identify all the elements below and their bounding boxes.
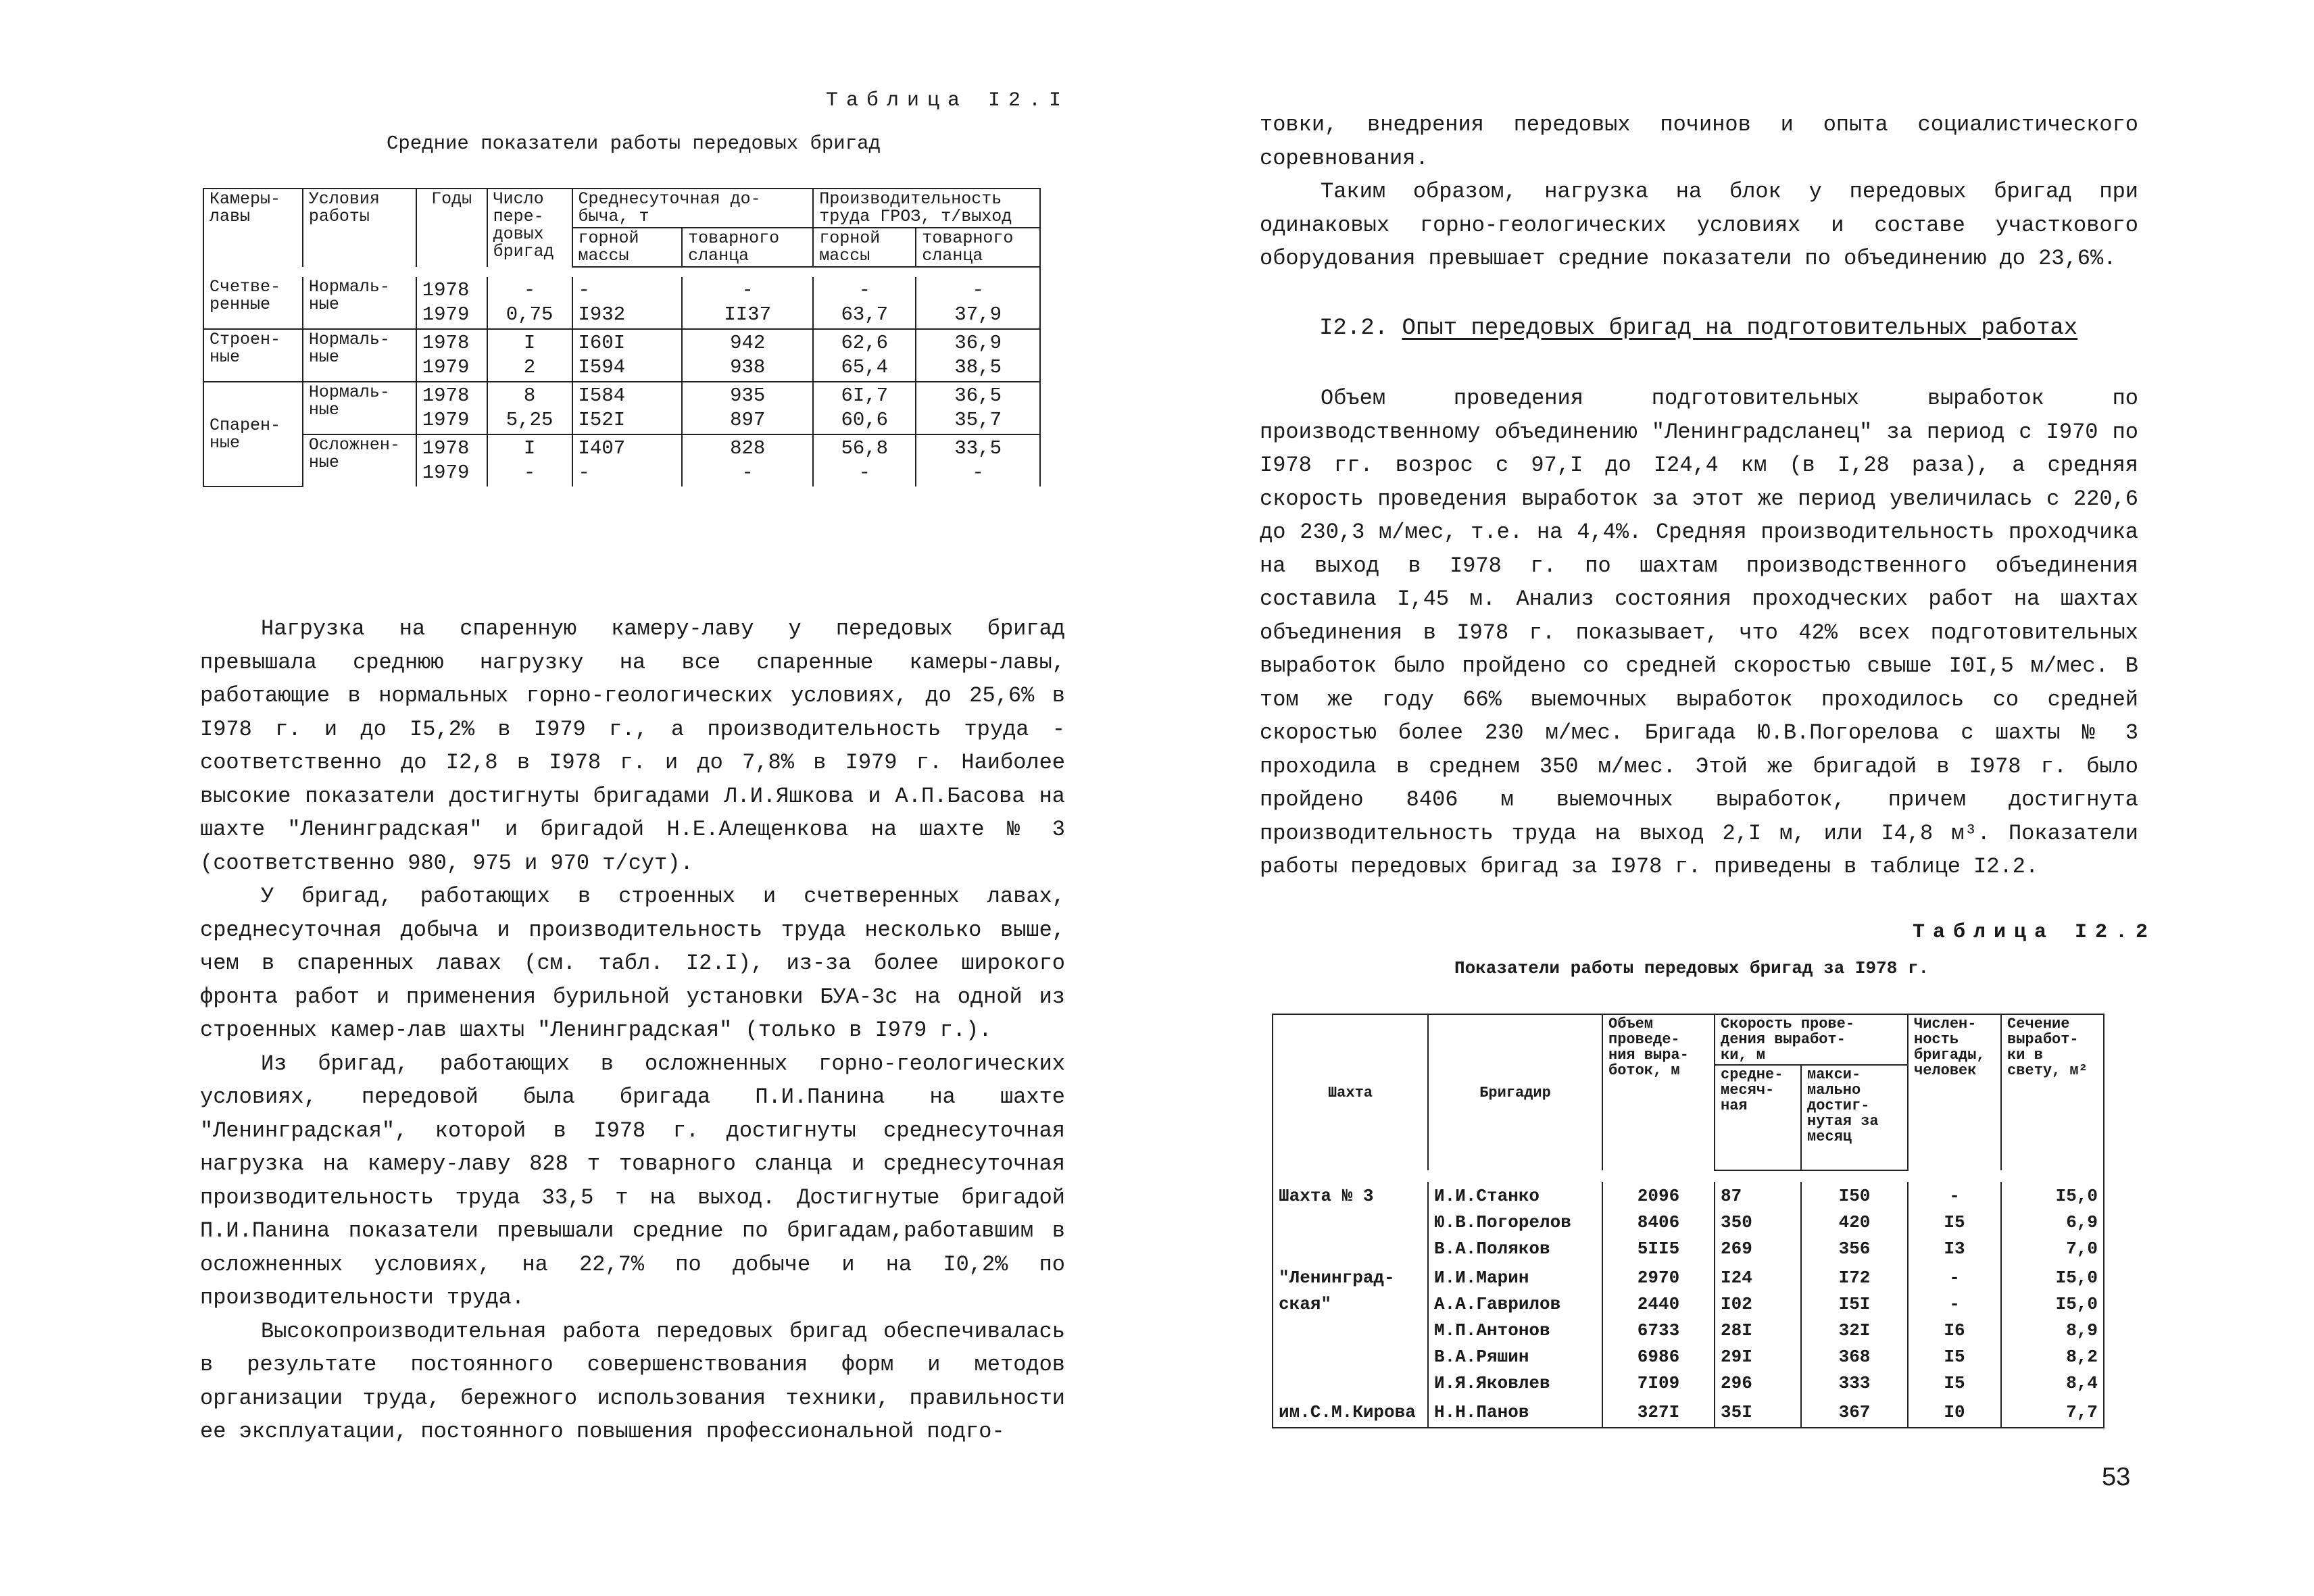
cell-avg: 35I [1715,1398,1801,1428]
th-mine: Шахта [1273,1014,1428,1170]
section-title: Опыт передовых бригад на подготовительных работах [1402,316,2078,341]
th-speed: Скорость прове- дения выработ- ки, м [1715,1014,1908,1065]
cell-crew: I0 [1908,1398,2001,1428]
th-years: Годы [416,189,487,267]
table-row [1273,1182,2104,1264]
cell-type: Счетве- ренные [203,277,303,329]
cell-avg: I24 I02 28I 29I 296 [1715,1264,1801,1398]
cell-conditions: Осложнен- ные [303,434,416,487]
th-section: Сечение выработ- ки в свету, м² [2001,1014,2104,1170]
cell-conditions: Нормаль- ные [303,277,416,329]
table-12-2-caption: Таблица I2.2 [1913,921,2157,944]
cell-brigades: I - [487,434,572,487]
table-12-1-title: Средние показатели работы передовых бригад [387,132,881,155]
cell-out-shale: - II37 [682,277,813,329]
cell-brigades: I 2 [487,329,572,382]
cell-out-shale: 828 - [682,434,813,487]
section-number: I2.2. [1319,316,1389,341]
th-brigades: Число пере- довых бригад [487,189,572,267]
paragraph: У бригад, работающих в строенных и счетверенных лавах, среднесуточная добыча и производительность труда несколько выше, чем в спаренных лавах (см. табл. I2.I), из-за более широкого фронта работ и применения бурильной установки БУА-3с на одной из строенных камер-лав шахты "Ленинградская" (только в I979 г.). [200,884,1065,1043]
table-row [1273,1264,2104,1398]
cell-years: 1978 1979 [416,329,487,382]
cell-crew: - I5 I3 [1908,1182,2001,1264]
cell-prod-shale: 33,5 - [916,434,1040,487]
cell-section: I5,0 I5,0 8,9 8,2 8,4 [2001,1264,2104,1398]
right-intro-text [1260,108,2138,276]
cell-years: 1978 1979 [416,434,487,487]
cell-foreman: Н.Н.Панов [1428,1398,1602,1428]
cell-prod-rock: - 63,7 [813,277,916,329]
th-crew: Числен- ность бригады, человек [1908,1014,2001,1170]
cell-type: Строен- ные [203,329,303,382]
cell-foreman: И.И.Марин А.А.Гаврилов М.П.Антонов В.А.Ряшин И.Я.Яковлев [1428,1264,1602,1398]
cell-volume: 2096 8406 5II5 [1602,1182,1715,1264]
th-foreman: Бригадир [1428,1014,1602,1170]
cell-prod-rock: 6I,7 60,6 [813,382,916,434]
right-page [1157,0,2314,1596]
cell-prod-shale: 36,5 35,7 [916,382,1040,434]
table-row [203,329,1040,382]
cell-out-shale: 942 938 [682,329,813,382]
cell-out-rock: I407 - [572,434,683,487]
th-productivity: Производительность труда ГРОЗ, т/выход [813,189,1040,228]
table-row [1273,1398,2104,1428]
cell-volume: 327I [1602,1398,1715,1428]
th-shale: товарного сланца [682,228,813,267]
cell-brigades: 8 5,25 [487,382,572,434]
paragraph: Высокопроизводительная работа передовых бригад обеспечивалась в результате постоянного совершенствования форм и методов организации труда, бережного использования техники, правильности ее эксплуатации, постоянного повышения профессиональной подго- [200,1318,1065,1444]
cell-avg: 87 350 269 [1715,1182,1801,1264]
cell-years: 1978 1979 [416,382,487,434]
cell-mine: им.С.М.Кирова [1273,1398,1428,1428]
cell-mine: "Ленинград- ская" [1273,1264,1428,1398]
left-body-text [200,612,1065,1449]
cell-prod-rock: 56,8 - [813,434,916,487]
table-12-1 [203,188,1041,487]
cell-foreman: И.И.Станко Ю.В.Погорелов В.А.Поляков [1428,1182,1602,1264]
cell-mine: Шахта № 3 [1273,1182,1428,1264]
cell-conditions: Нормаль- ные [303,329,416,382]
th-shale-2: товарного сланца [916,228,1040,267]
th-output: Среднесуточная до- быча, т [572,189,814,228]
cell-prod-rock: 62,6 65,4 [813,329,916,382]
th-type: Камеры- лавы [203,189,303,267]
cell-crew: - - I6 I5 I5 [1908,1264,2001,1398]
page-number: 53 [2102,1463,2131,1491]
th-rock-mass-2: горной массы [813,228,916,267]
table-12-1-caption: Таблица I2.I [826,89,1070,112]
th-conditions: Условия работы [303,189,416,267]
cell-out-rock: - I932 [572,277,683,329]
table-12-2 [1272,1014,2104,1428]
cell-out-rock: I60I I594 [572,329,683,382]
continuation-paragraph: товки, внедрения передовых починов и опыта социалистического соревнования. [1260,112,2138,171]
cell-section: I5,0 6,9 7,0 [2001,1182,2104,1264]
table-row [203,434,1040,487]
cell-brigades: - 0,75 [487,277,572,329]
right-body-text [1260,382,2138,884]
th-speed-avg: средне- месяч- ная [1715,1065,1801,1170]
paragraph: Нагрузка на спаренную камеру-лаву у передовых бригад превышала среднюю нагрузку на все спаренные камеры-лавы, работающие в нормальных горно-геологических условиях, до 25,6% в I978 г. и до I5,2% в I979 г., а производительность труда - соответственно до I2,8 в I978 г. и до 7,8% в I979 г. Наиболее высокие показатели достигнуты бригадами Л.И.Яшкова и А.П.Басова на шахте "Ленинградская" и бригадой Н.Е.Алещенкова на шахте № 3 (соответственно 980, 975 и 970 т/сут). [200,616,1065,876]
cell-out-rock: I584 I52I [572,382,683,434]
summary-paragraph: Таким образом, нагрузка на блок у передовых бригад при одинаковых горно-геологических условиях и составе участкового оборудования превышает средние показатели по объединению до 23,6%. [1260,179,2138,271]
cell-conditions: Нормаль- ные [303,382,416,434]
cell-out-shale: 935 897 [682,382,813,434]
cell-max: I72 I5I 32I 368 333 [1801,1264,1908,1398]
cell-type: Спарен- ные [203,382,303,487]
th-rock-mass: горной массы [572,228,683,267]
cell-prod-shale: - 37,9 [916,277,1040,329]
table-row [203,382,1040,434]
cell-prod-shale: 36,9 38,5 [916,329,1040,382]
section-heading [1319,316,2077,341]
table-12-2-title: Показатели работы передовых бригад за I978 г. [1454,958,1929,978]
cell-max: I50 420 356 [1801,1182,1908,1264]
cell-years: 1978 1979 [416,277,487,329]
th-speed-max: макси- мально достиг- нутая за месяц [1801,1065,1908,1170]
cell-section: 7,7 [2001,1398,2104,1428]
table-row [203,277,1040,329]
paragraph: Из бригад, работающих в осложненных горно-геологических условиях, передовой была бригада П.И.Панина на шахте "Ленинградская", которой в I978 г. достигнуты среднесуточная нагрузка на камеру-лаву 828 т товарного сланца и среднесуточная производительность труда 33,5 т на выход. Достигнутые бригадой П.И.Панина показатели превышали средние по бригадам,работавшим в осложненных условиях, на 22,7% по добыче и на I0,2% по производительности труда. [200,1051,1065,1310]
cell-volume: 2970 2440 6733 6986 7I09 [1602,1264,1715,1398]
th-volume: Объем проведе- ния выра- боток, м [1602,1014,1715,1170]
paragraph: Объем проведения подготовительных выработок по производственному объединению "Ленинградсланец" за период с I970 по I978 гг. возрос с 97,I до I24,4 км (в I,28 раза), а средняя скорость проведения выработок за этот же период увеличилась с 220,6 до 230,3 м/мес, т.е. на 4,4%. Средняя производительность проходчика на выход в I978 г. по шахтам производственного объединения составила I,45 м. Анализ состояния проходческих работ на шахтах объединения в I978 г. показывает, что 42% всех подготовительных выработок было пройдено со средней скоростью свыше I0I,5 м/мес. В том же году 66% выемочных выработок проходилось со средней скоростью более 230 м/мес. Бригада Ю.В.Погорелова с шахты № 3 проходила в среднем 350 м/мес. Этой же бригадой в I978 г. было пройдено 8406 м выемочных выработок, причем достигнута производительность труда на выход 2,I м, или I4,8 м³. Показатели работы передовых бригад за I978 г. приведены в таблице I2.2. [1260,386,2138,879]
cell-max: 367 [1801,1398,1908,1428]
